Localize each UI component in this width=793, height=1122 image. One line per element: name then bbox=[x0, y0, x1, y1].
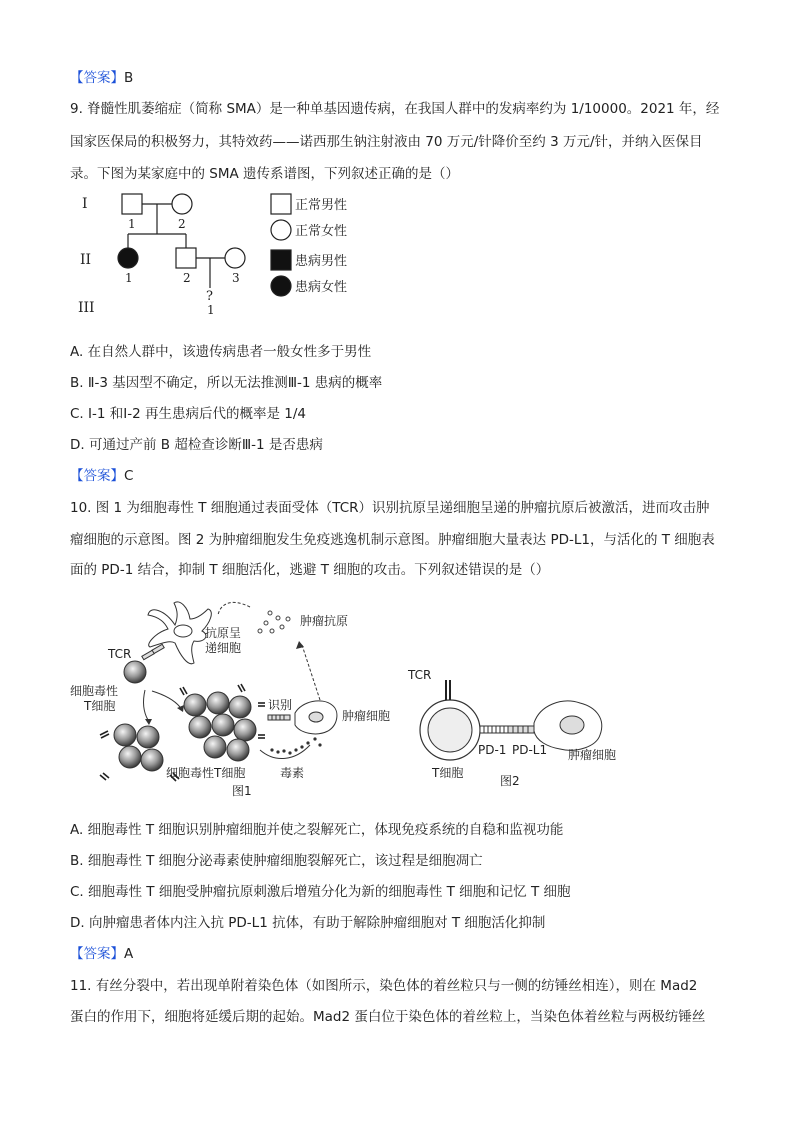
pd1-pdl1-binding-icon bbox=[480, 726, 534, 733]
answer-bracket: 【 bbox=[70, 468, 84, 484]
svg-text:1: 1 bbox=[128, 217, 136, 231]
label-t-cell: T细胞 bbox=[432, 766, 464, 780]
q9-stem-line2: 国家医保局的积极努力，其特效药——诺西那生钠注射液由 70 万元/针降价至约 3 万元/针，并纳入医保目 bbox=[70, 134, 703, 150]
legend-normal-male: 正常男性 bbox=[295, 198, 348, 213]
label-tcr: TCR bbox=[108, 647, 132, 661]
legend-affected-female: 患病女性 bbox=[295, 280, 348, 295]
q10-stem-line1: 10. 图 1 为细胞毒性 T 细胞通过表面受体（TCR）识别抗原呈递细胞呈递的肿瘤抗原后被激活，进而攻击肿 bbox=[70, 500, 710, 516]
generation-label-II: II bbox=[80, 252, 92, 268]
q10-option-a: A. 细胞毒性 T 细胞识别肿瘤细胞并使之裂解死亡，体现免疫系统的自稳和监视功能 bbox=[70, 822, 564, 838]
answer-bracket: 】 bbox=[110, 468, 124, 484]
tumor-antigen-dots bbox=[258, 611, 290, 633]
ctl-cell-icon bbox=[124, 661, 146, 683]
q10-option-b: B. 细胞毒性 T 细胞分泌毒素使肿瘤细胞裂解死亡，该过程是细胞凋亡 bbox=[70, 853, 483, 869]
pedigree-II-2-normal-male bbox=[176, 248, 196, 268]
answer-q8 bbox=[70, 66, 133, 86]
legend-normal-female-symbol bbox=[271, 220, 291, 240]
antigen-presenting-cell-icon bbox=[148, 602, 211, 664]
pedigree-II-3-normal-female bbox=[225, 248, 245, 268]
q10-option-d: D. 向肿瘤患者体内注入抗 PD-L1 抗体，有助于解除肿瘤细胞对 T 细胞活化抑制 bbox=[70, 915, 546, 931]
answer-value: B bbox=[124, 70, 134, 86]
label-tumor-cell: 肿瘤细胞 bbox=[342, 709, 391, 723]
legend-affected-male-symbol bbox=[271, 250, 291, 270]
ctl-cluster-right bbox=[184, 692, 256, 761]
q10-option-c: C. 细胞毒性 T 细胞受肿瘤抗原刺激后增殖分化为新的细胞毒性 T 细胞和记忆 T 细胞 bbox=[70, 884, 571, 900]
svg-text:3: 3 bbox=[232, 271, 240, 285]
answer-label: 答案 bbox=[83, 468, 111, 484]
answer-value: C bbox=[124, 468, 134, 484]
label-ctl-bottom: 细胞毒性T细胞 bbox=[166, 766, 246, 780]
legend-normal-male-symbol bbox=[271, 194, 291, 214]
q9-option-c: C. Ⅰ-1 和Ⅰ-2 再生患病后代的概率是 1/4 bbox=[70, 406, 306, 422]
pedigree-II-1-affected-female bbox=[118, 248, 138, 268]
svg-text:2: 2 bbox=[178, 217, 186, 231]
figure-2-immune-escape bbox=[400, 655, 630, 795]
label-apc-line2: 递细胞 bbox=[205, 641, 242, 655]
q10-stem-line2: 瘤细胞的示意图。图 2 为肿瘤细胞发生免疫逃逸机制示意图。肿瘤细胞大量表达 PD-L1，与活化的 T 细胞表 bbox=[70, 532, 715, 548]
generation-label-I: I bbox=[82, 196, 88, 212]
answer-bracket: 【 bbox=[70, 946, 84, 962]
q9-stem-line1: 9. 脊髓性肌萎缩症（简称 SMA）是一种单基因遗传病，在我国人群中的发病率约为 1/10000。2021 年，经 bbox=[70, 101, 720, 117]
q9-option-b: B. Ⅱ-3 基因型不确定，所以无法推测Ⅲ-1 患病的概率 bbox=[70, 375, 383, 391]
answer-value: A bbox=[124, 946, 134, 962]
answer-q10 bbox=[70, 942, 133, 962]
q9-option-a: A. 在自然人群中，该遗传病患者一般女性多于男性 bbox=[70, 344, 372, 360]
answer-bracket: 】 bbox=[110, 946, 124, 962]
pedigree-III-1-unknown: ? bbox=[206, 289, 213, 304]
q11-stem-line2: 蛋白的作用下，细胞将延缓后期的起始。Mad2 蛋白位于染色体的着丝粒上，当染色体着丝粒与两极纺锤丝 bbox=[70, 1009, 706, 1025]
figure-2-caption: 图2 bbox=[500, 774, 520, 788]
answer-bracket: 【 bbox=[70, 70, 84, 86]
q9-option-d: D. 可通过产前 B 超检查诊断Ⅲ-1 是否患病 bbox=[70, 437, 323, 453]
q9-stem-line3: 录。下图为某家庭中的 SMA 遗传系谱图，下列叙述正确的是（） bbox=[70, 166, 460, 182]
svg-text:1: 1 bbox=[207, 303, 215, 317]
toxin-dots bbox=[270, 737, 321, 754]
svg-text:1: 1 bbox=[125, 271, 133, 285]
ctl-cluster-left bbox=[114, 724, 163, 771]
label-ctl-line2: T细胞 bbox=[84, 699, 116, 713]
label-pdl1: PD-L1 bbox=[512, 743, 548, 757]
pedigree-chart bbox=[70, 188, 370, 323]
legend-normal-female: 正常女性 bbox=[295, 224, 348, 239]
label-tumor-cell: 肿瘤细胞 bbox=[568, 748, 617, 762]
tcr-receptor-icon bbox=[446, 680, 450, 700]
label-tcr: TCR bbox=[408, 668, 432, 682]
svg-text:2: 2 bbox=[183, 271, 191, 285]
pedigree-I-1-normal-male bbox=[122, 194, 142, 214]
label-ctl-line1: 细胞毒性 bbox=[70, 684, 119, 698]
figure-1-caption: 图1 bbox=[232, 784, 252, 798]
label-recognize: 识别 bbox=[268, 698, 293, 712]
label-tumor-antigen: 肿瘤抗原 bbox=[300, 614, 349, 628]
legend-affected-female-symbol bbox=[271, 276, 291, 296]
label-toxin: 毒素 bbox=[280, 766, 305, 780]
legend-affected-male: 患病男性 bbox=[295, 254, 348, 269]
label-apc-line1: 抗原呈 bbox=[205, 626, 242, 640]
answer-label: 答案 bbox=[83, 946, 111, 962]
figure-1-ctl-activation bbox=[70, 585, 410, 805]
answer-q9 bbox=[70, 464, 133, 484]
q10-stem-line3: 面的 PD-1 结合，抑制 T 细胞活化，逃避 T 细胞的攻击。下列叙述错误的是（） bbox=[70, 562, 550, 578]
answer-bracket: 】 bbox=[110, 70, 124, 86]
q11-stem-line1: 11. 有丝分裂中，若出现单附着染色体（如图所示，染色体的着丝粒只与一侧的纺锤丝相连），则在 Mad2 bbox=[70, 978, 698, 994]
pedigree-I-2-normal-female bbox=[172, 194, 192, 214]
label-pd1: PD-1 bbox=[478, 743, 507, 757]
generation-label-III: III bbox=[78, 300, 95, 316]
answer-label: 答案 bbox=[83, 70, 111, 86]
